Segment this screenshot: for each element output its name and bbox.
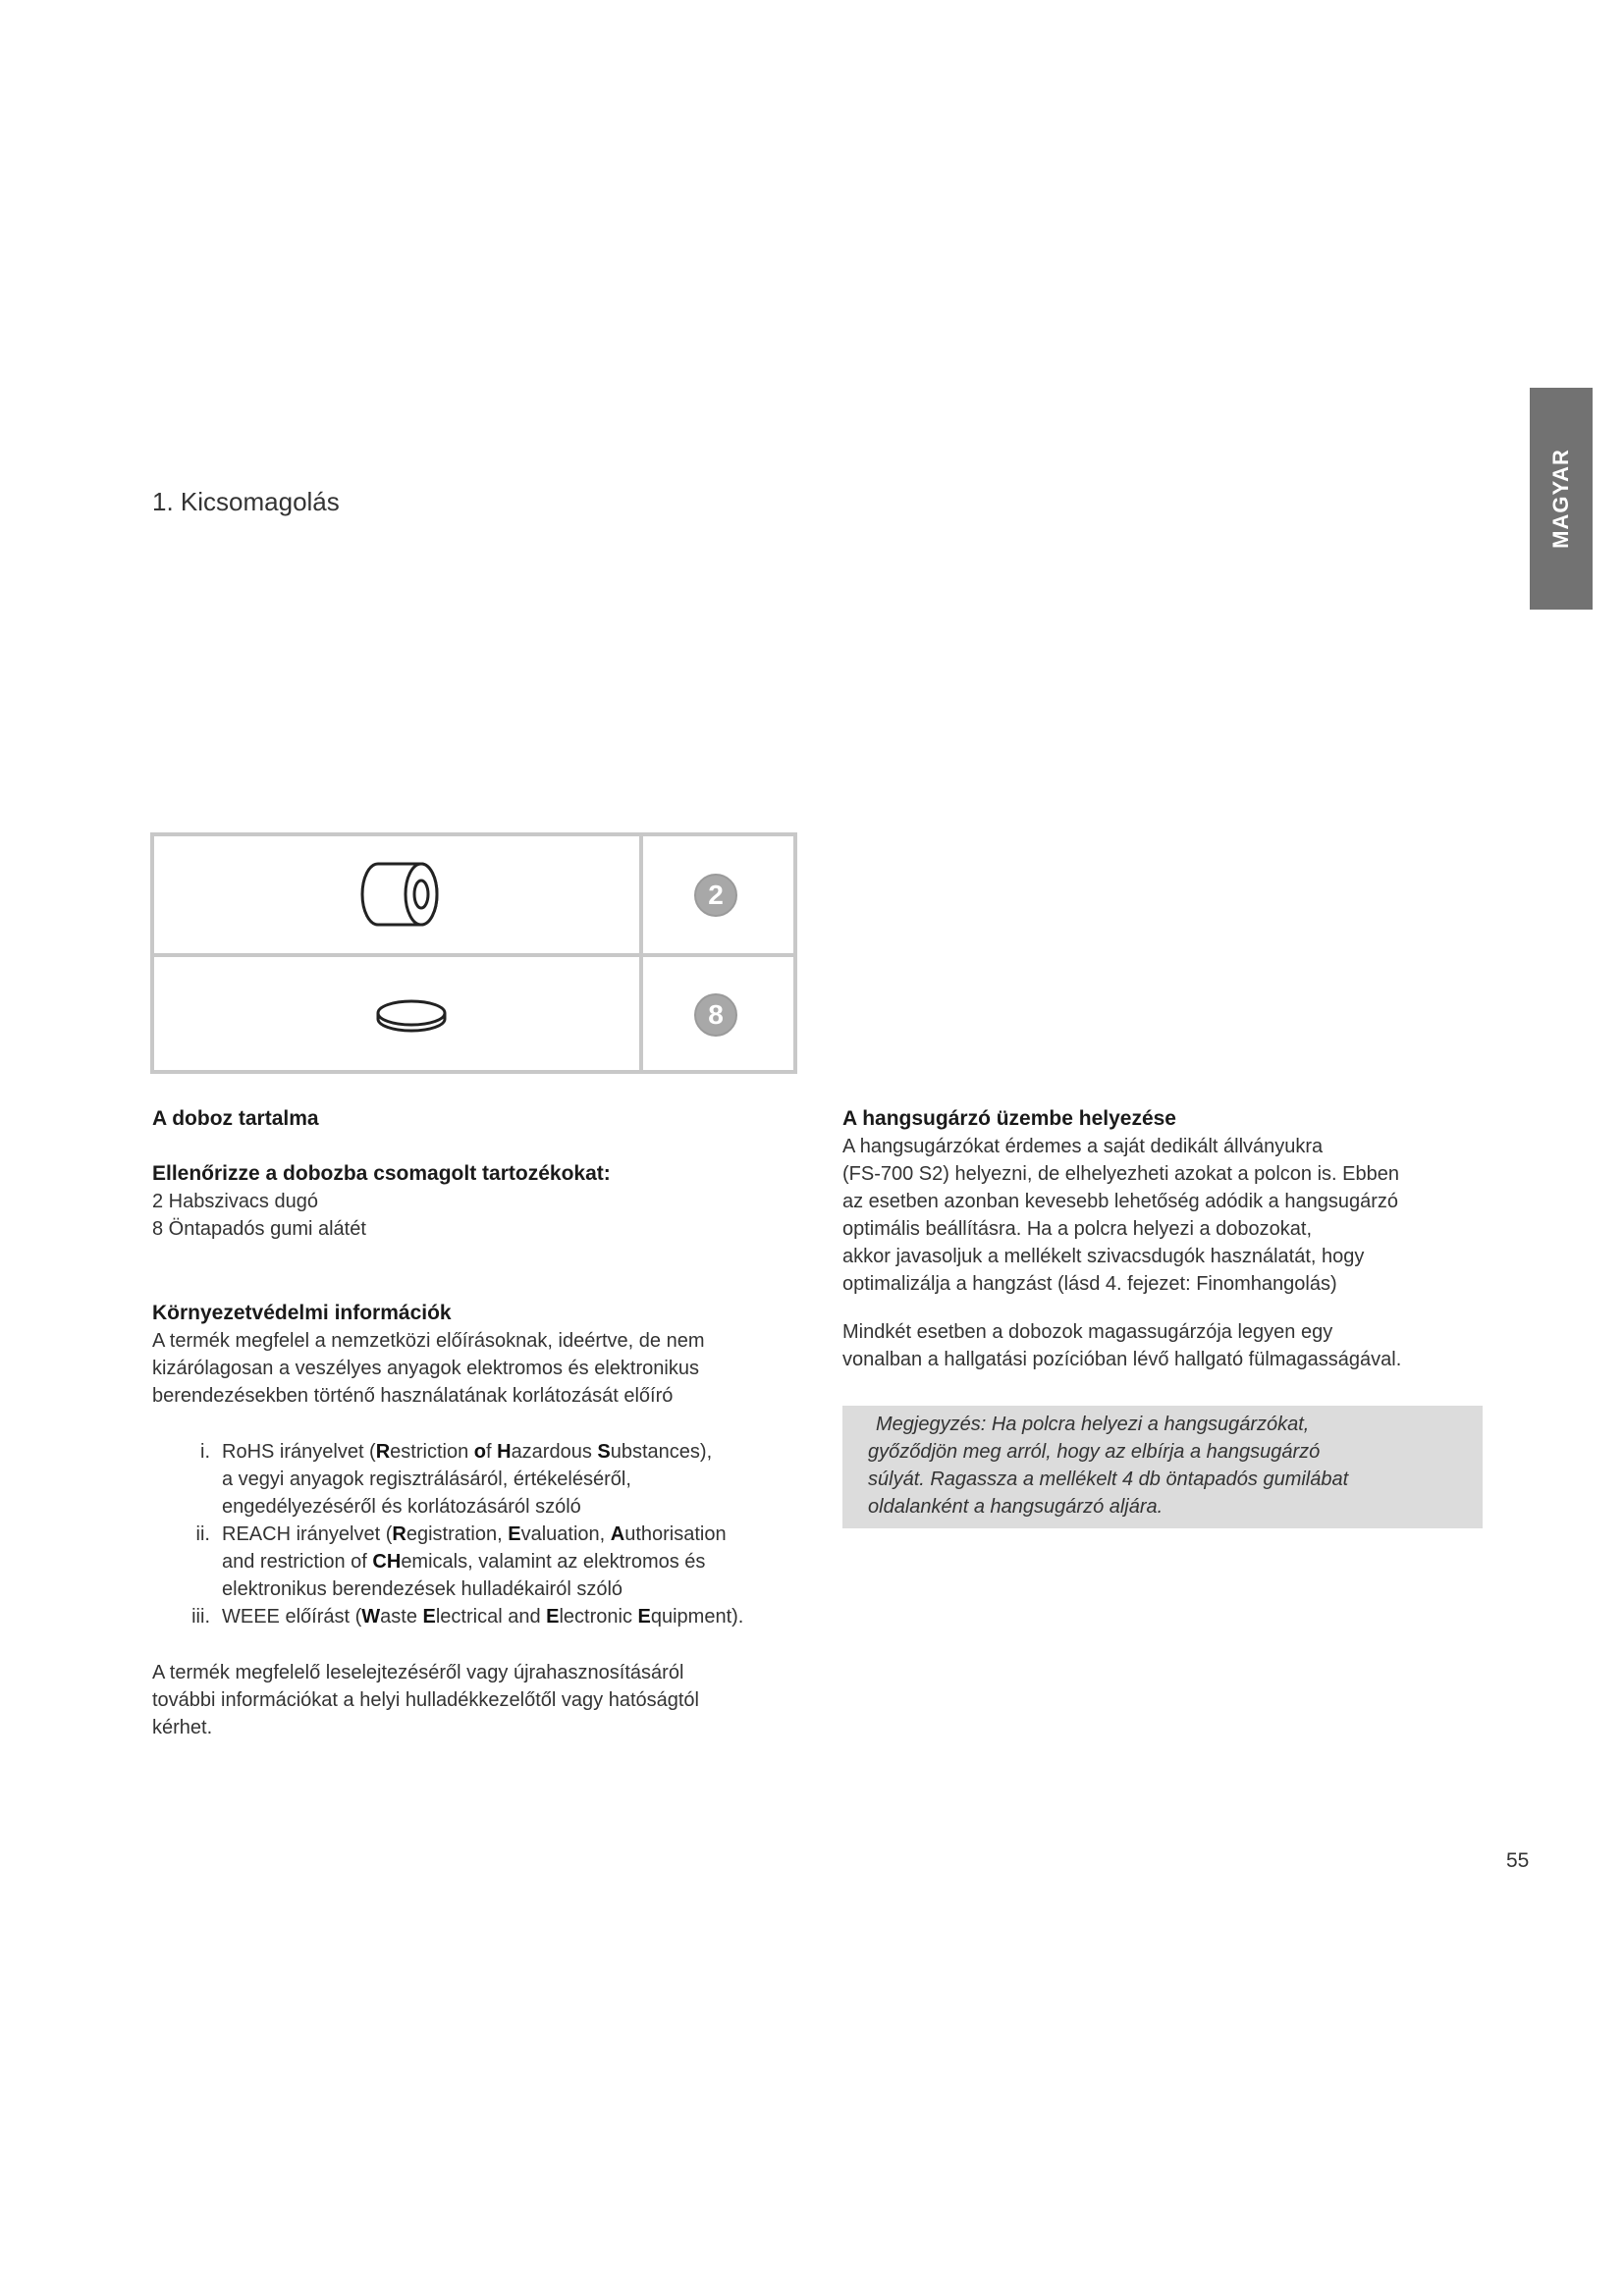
environment-heading: Környezetvédelmi információk <box>152 1302 452 1324</box>
directive-list <box>177 1438 825 1634</box>
contents-item: 2 Habszivacs dugó <box>152 1191 318 1212</box>
setup-line: optimalizálja a hangzást (lásd 4. fejezet: Finomhangolás) <box>842 1273 1337 1295</box>
section-title: 1. Kicsomagolás <box>152 487 340 516</box>
note-line: súlyát. Ragassza a mellékelt 4 db öntapadós gumilábat <box>868 1468 1349 1490</box>
setup-line: (FS-700 S2) helyezni, de elhelyezheti azokat a polcon is. Ebben <box>842 1163 1400 1185</box>
contents-table <box>150 832 797 1074</box>
left-column <box>152 1105 800 1243</box>
list-line: REACH irányelvet (Registration, Evaluation, Authorisation <box>222 1523 727 1545</box>
list-number: ii. <box>195 1523 210 1545</box>
setup-line: optimális beállításra. Ha a polcra helyezi a dobozokat, <box>842 1218 1313 1240</box>
count-badge: 8 <box>694 993 737 1037</box>
env-line: berendezésekben történő használatának korlátozását előíró <box>152 1385 674 1407</box>
note-box <box>842 1406 1483 1528</box>
check-contents-heading: Ellenőrizze a dobozba csomagolt tartozékokat: <box>152 1162 611 1185</box>
env-line: A termék megfelel a nemzetközi előírásoknak, ideértve, de nem <box>152 1330 705 1352</box>
language-tab <box>1530 388 1593 610</box>
page-number: 55 <box>1506 1849 1530 1872</box>
list-line: RoHS irányelvet (Restriction of Hazardous Substances), <box>222 1441 713 1463</box>
language-tab-label: MAGYAR <box>1548 449 1574 549</box>
setup-line: vonalban a hallgatási pozícióban lévő hallgató fülmagasságával. <box>842 1349 1402 1370</box>
disposal-paragraph <box>152 1659 820 1741</box>
setup-line: A hangsugárzókat érdemes a saját dedikált állványukra <box>842 1136 1324 1157</box>
rubber-pad-icon <box>374 997 449 1037</box>
disposal-line: A termék megfelelő leselejtezéséről vagy újrahasznosításáról <box>152 1662 684 1683</box>
list-number: iii. <box>191 1606 210 1628</box>
environment-section <box>152 1300 820 1410</box>
box-contents-heading: A doboz tartalma <box>152 1107 319 1130</box>
setup-line: az esetben azonban kevesebb lehetőség adódik a hangsugárzó <box>842 1191 1398 1212</box>
foam-plug-icon <box>356 858 445 931</box>
list-number: i. <box>200 1441 210 1463</box>
list-line: WEEE előírást (Waste Electrical and Electronic Equipment). <box>222 1606 744 1628</box>
note-line: oldalanként a hangsugárzó aljára. <box>868 1496 1164 1518</box>
note-line: győződjön meg arról, hogy az elbírja a hangsugárzó <box>868 1441 1321 1463</box>
disposal-line: további információkat a helyi hulladékkezelőtől vagy hatóságtól <box>152 1689 700 1711</box>
list-line: engedélyezéséről és korlátozásáról szóló <box>222 1496 581 1518</box>
note-line: Megjegyzés: Ha polcra helyezi a hangsugárzókat, <box>876 1414 1310 1435</box>
setup-line: Mindkét esetben a dobozok magassugárzója legyen egy <box>842 1321 1333 1343</box>
list-line: and restriction of CHemicals, valamint az elektromos és <box>222 1551 706 1573</box>
env-line: kizárólagosan a veszélyes anyagok elektromos és elektronikus <box>152 1358 699 1379</box>
disposal-line: kérhet. <box>152 1717 213 1738</box>
setup-line: akkor javasoljuk a mellékelt szivacsdugók használatát, hogy <box>842 1246 1365 1267</box>
list-line: elektronikus berendezések hulladékairól szóló <box>222 1578 623 1600</box>
setup-heading: A hangsugárzó üzembe helyezése <box>842 1107 1176 1130</box>
right-column <box>842 1105 1510 1373</box>
table-divider-horizontal <box>154 953 793 957</box>
count-badge: 2 <box>694 874 737 917</box>
contents-item: 8 Öntapadós gumi alátét <box>152 1218 366 1240</box>
list-line: a vegyi anyagok regisztrálásáról, értékeléséről, <box>222 1468 631 1490</box>
